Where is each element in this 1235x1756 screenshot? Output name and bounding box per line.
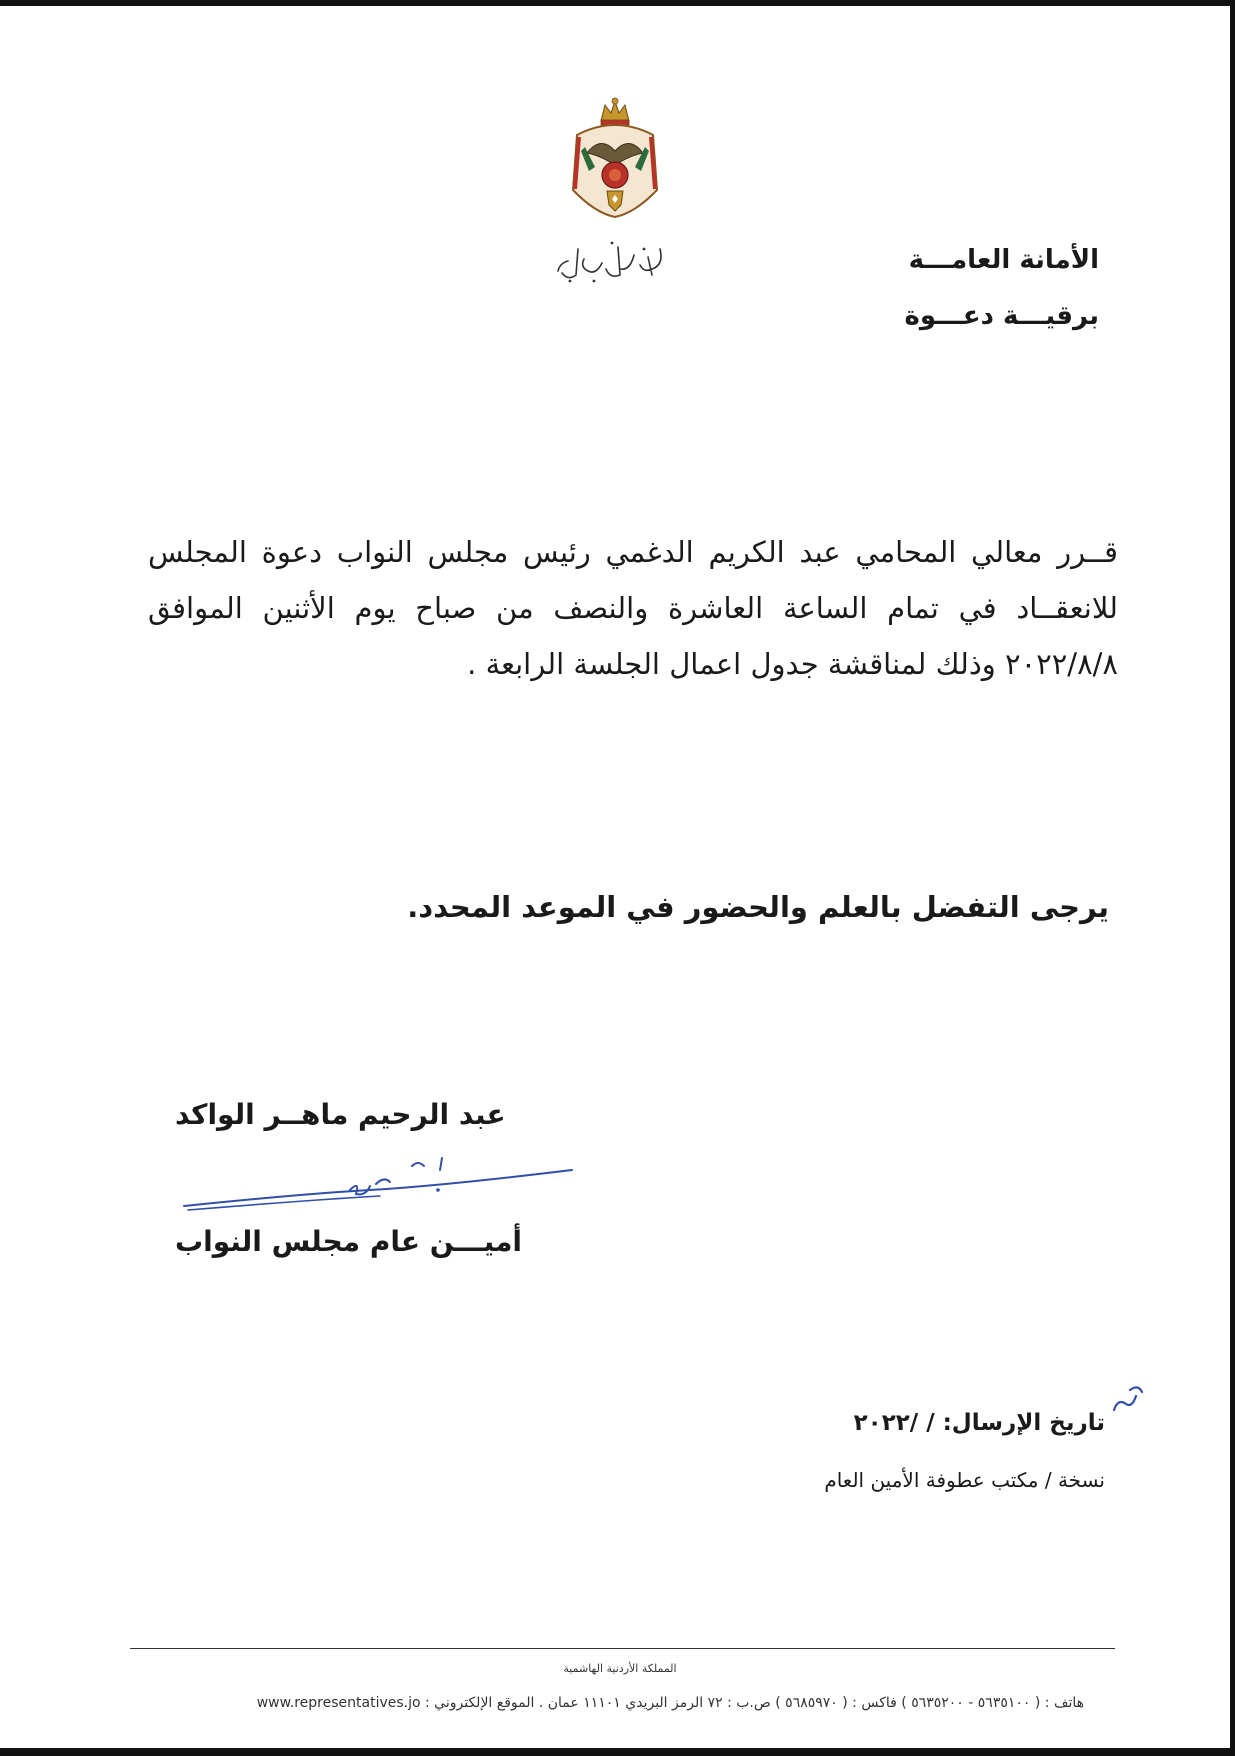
council-calligraphy-mark — [548, 235, 678, 290]
signer-name: عبد الرحيم ماهــر الواكد — [175, 1098, 506, 1131]
invitation-paragraph: قــرر معالي المحامي عبد الكريم الدغمي رئيس مجلس النواب دعوة المجلس للانعقــاد في تمام الساعة العاشرة والنصف من صباح يوم الأثنين الموافق ٢٠٢٢/٨/٨ وذلك لمناقشة جدول اعمال الجلسة الرابعة . — [148, 535, 1118, 681]
letter-header — [905, 232, 1099, 344]
attendance-request: يرجى التفضل بالعلم والحضور في الموعد المحدد. — [407, 890, 1109, 924]
handwritten-signature-icon — [180, 1150, 580, 1220]
jordan-coat-of-arms-icon — [565, 95, 665, 225]
footer-kingdom-name: المملكة الأردنية الهاشمية — [563, 1662, 677, 1675]
scan-border-right — [1230, 0, 1235, 1756]
dispatch-date: تاريخ الإرسال: / /٢٠٢٢ — [853, 1410, 1105, 1436]
scan-border-top — [0, 0, 1235, 6]
scan-border-bottom — [0, 1748, 1235, 1756]
footer-divider — [130, 1648, 1115, 1649]
document-type: برقيـــة دعـــوة — [904, 301, 1099, 331]
copy-recipient: نسخة / مكتب عطوفة الأمين العام — [824, 1468, 1105, 1492]
handwritten-initials-icon — [1108, 1380, 1146, 1418]
footer-contact-info: هاتف : ( ٥٦٣٥١٠٠ - ٥٦٣٥٢٠٠ ) فاكس : ( ٥٦٨٥٩٧٠ ) ص.ب : ٧٢ الرمز البريدي ١١١٠١ عمان . الموقع الإلكتروني : www.representatives.jo — [256, 1695, 1084, 1711]
department-title: الأمانة العامـــة — [908, 245, 1099, 275]
signer-title: أميـــن عام مجلس النواب — [175, 1225, 523, 1258]
